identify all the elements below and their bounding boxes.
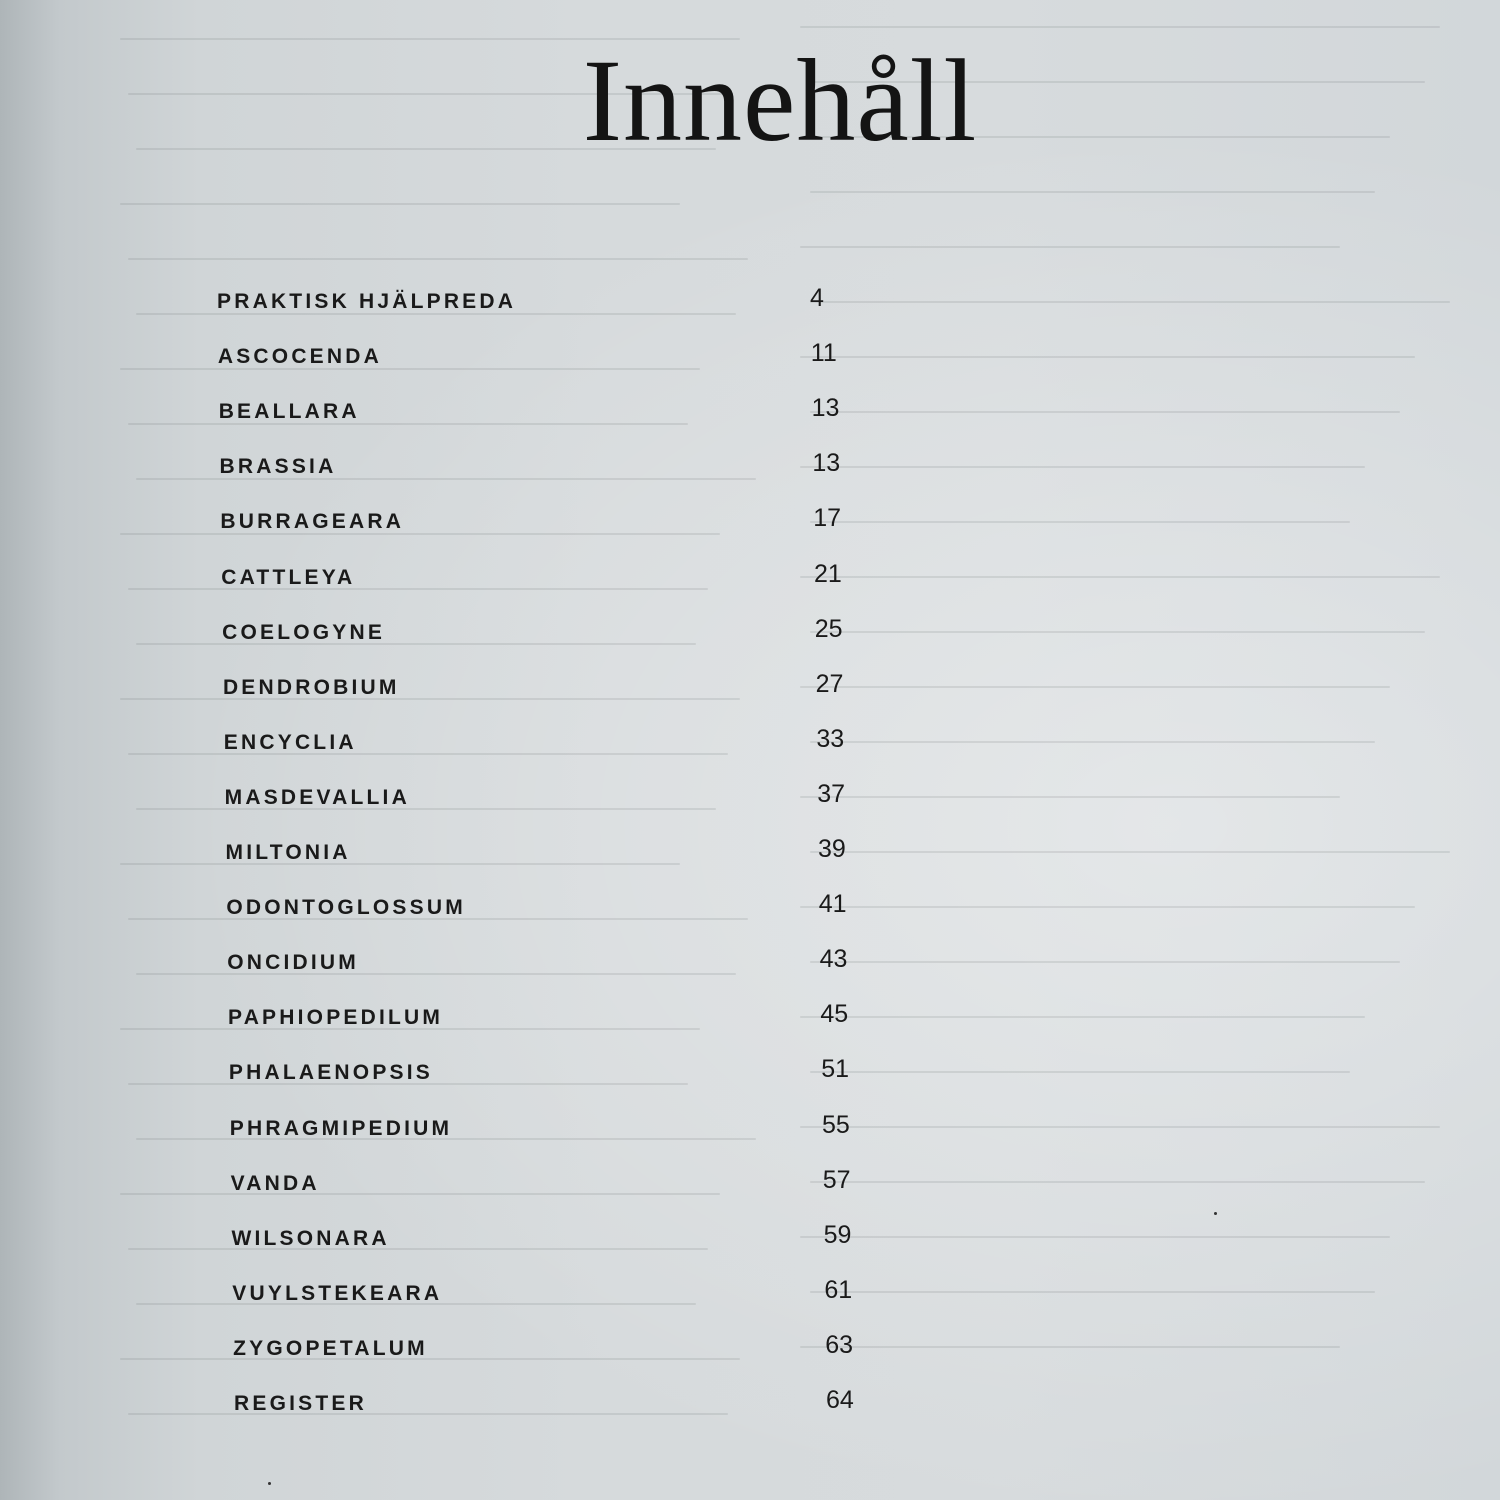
toc-entry-page-number: 43 — [819, 945, 848, 974]
toc-entry-page-number: 27 — [815, 669, 844, 698]
toc-entry-page-number: 4 — [810, 284, 824, 312]
toc-entry-page-number: 64 — [826, 1386, 854, 1414]
page-title: Innehåll — [582, 35, 978, 166]
toc-entry-title: MILTONIA — [225, 841, 351, 864]
toc-entry-page-number: 55 — [822, 1110, 850, 1139]
toc-entry — [229, 1110, 870, 1157]
toc-entry-page-number: 13 — [811, 394, 840, 423]
toc-entry-page-number: 59 — [823, 1220, 852, 1249]
toc-entry-page-number: 41 — [818, 890, 847, 919]
toc-entry-title: ENCYCLIA — [223, 730, 357, 754]
toc-entry — [223, 724, 864, 771]
stray-mark — [268, 1482, 271, 1485]
toc-entry — [220, 504, 860, 550]
toc-entry — [222, 614, 862, 661]
toc-entry-title: COELOGYNE — [222, 620, 386, 644]
toc-entry — [224, 779, 865, 826]
toc-entry-title: REGISTER — [234, 1392, 367, 1415]
toc-entry-title: MASDEVALLIA — [224, 785, 410, 809]
toc-entry — [232, 1275, 872, 1322]
toc-entry-title: WILSONARA — [231, 1226, 390, 1250]
toc-entry — [227, 945, 867, 991]
toc-entry-title: PHRAGMIPEDIUM — [229, 1116, 453, 1140]
toc-entry-page-number: 51 — [821, 1055, 849, 1084]
toc-entry-title: VUYLSTEKEARA — [232, 1281, 443, 1305]
toc-entry-title: PRAKTISK HJÄLPREDA — [217, 290, 517, 313]
toc-entry-page-number: 63 — [825, 1330, 853, 1359]
toc-entry-title: ODONTOGLOSSUM — [226, 896, 466, 920]
toc-entry-page-number: 25 — [814, 614, 843, 643]
toc-entry-page-number: 45 — [820, 1000, 849, 1029]
toc-entry-page-number: 39 — [818, 835, 846, 863]
toc-entry-title: ASCOCENDA — [217, 345, 382, 369]
toc-entry — [222, 669, 863, 716]
toc-entry — [234, 1386, 874, 1432]
toc-entry-title: BRASSIA — [219, 455, 337, 479]
toc-entry-page-number: 61 — [824, 1275, 853, 1304]
toc-entry-title: DENDROBIUM — [222, 675, 400, 699]
toc-entry — [230, 1165, 871, 1212]
toc-entry — [221, 559, 861, 606]
toc-entry — [218, 394, 859, 440]
toc-entry-page-number: 11 — [810, 339, 837, 368]
toc-entry-page-number: 21 — [814, 559, 842, 588]
toc-entry-page-number: 57 — [822, 1165, 851, 1194]
toc-entry — [228, 1000, 868, 1046]
toc-entry — [228, 1055, 869, 1101]
toc-entry — [231, 1220, 871, 1267]
toc-entry-page-number: 17 — [813, 504, 841, 533]
toc-entry — [233, 1330, 873, 1377]
toc-entry-title: ZYGOPETALUM — [233, 1336, 428, 1360]
toc-entry-page-number: 33 — [816, 724, 845, 753]
toc-entry-title: BEALLARA — [218, 400, 360, 424]
toc-entry — [226, 890, 866, 936]
toc-entry-page-number: 13 — [812, 449, 841, 478]
toc-entry-title: VANDA — [230, 1171, 320, 1195]
toc-entry-title: PAPHIOPEDILUM — [228, 1006, 444, 1030]
toc-entry-title: PHALAENOPSIS — [228, 1061, 433, 1085]
toc-entry-title: CATTLEYA — [221, 565, 356, 589]
toc-entry — [225, 835, 866, 881]
toc-entry — [217, 284, 857, 330]
toc-entry — [217, 339, 858, 385]
toc-entry-page-number: 37 — [817, 779, 845, 808]
toc-entry-title: ONCIDIUM — [227, 951, 359, 975]
stray-mark — [1214, 1212, 1217, 1215]
toc-entry-title: BURRAGEARA — [220, 510, 405, 534]
toc-entry — [219, 449, 860, 495]
